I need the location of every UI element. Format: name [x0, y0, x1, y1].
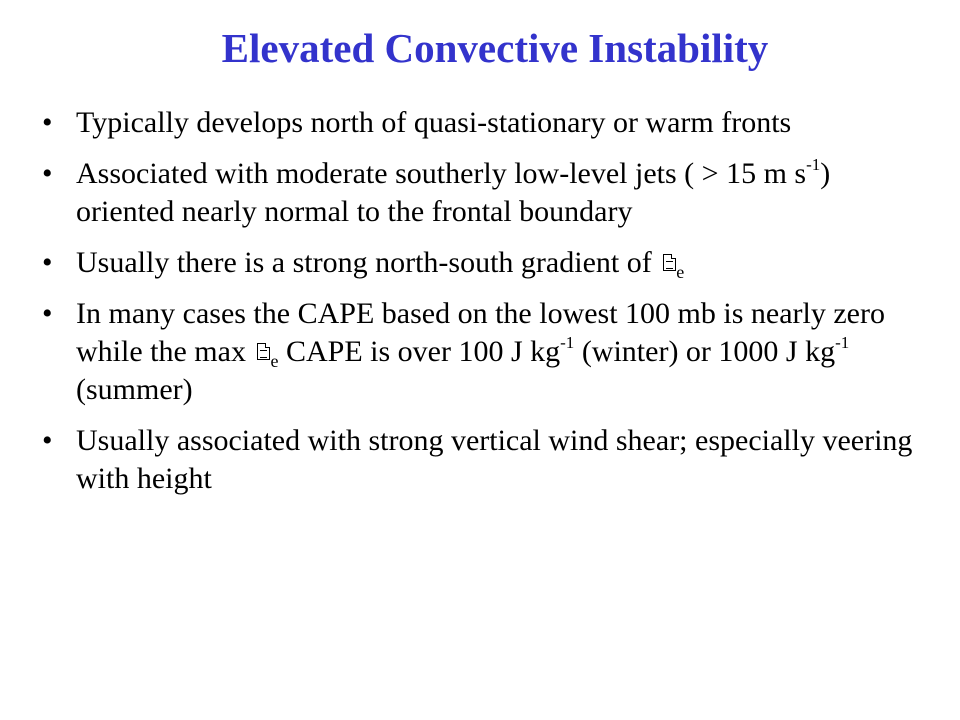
- theta-symbol-icon: [257, 343, 270, 360]
- superscript: -1: [835, 333, 850, 352]
- bullet-marker: •: [42, 424, 53, 457]
- subscript: e: [270, 351, 279, 371]
- superscript: -1: [560, 333, 575, 352]
- bullet-marker: •: [42, 246, 53, 279]
- bullet-text: [76, 424, 912, 495]
- theta-symbol-icon: [663, 254, 676, 271]
- bullet-item: [42, 244, 922, 282]
- subscript: e: [676, 262, 685, 282]
- bullet-text-segment: Associated with moderate southerly low-level jets ( > 15 m s: [76, 157, 807, 190]
- bullet-text: [76, 246, 685, 282]
- bullet-marker: •: [42, 106, 53, 139]
- superscript: -1: [806, 155, 821, 174]
- bullet-text-segment: ) oriented nearly normal to the frontal boundary: [76, 157, 831, 228]
- bullet-text: [76, 157, 830, 228]
- bullet-text-segment: CAPE is over 100 J kg: [278, 335, 561, 368]
- bullet-text-segment: (winter) or 1000 J kg: [574, 335, 836, 368]
- bullet-text-segment: In many cases the CAPE based on the lowest 100 mb is nearly zero while the max: [76, 297, 885, 368]
- bullet-text: [76, 106, 791, 139]
- bullet-marker: •: [42, 297, 53, 330]
- bullet-item: [42, 295, 922, 409]
- bullet-text-segment: Typically develops north of quasi-stationary or warm fronts: [76, 106, 792, 139]
- bullet-marker: •: [42, 157, 53, 190]
- bullet-text-segment: Usually there is a strong north-south gradient of: [76, 246, 660, 279]
- bullet-list: [42, 104, 922, 511]
- bullet-item: [42, 155, 922, 231]
- bullet-text-segment: Usually associated with strong vertical wind shear; especially veering with height: [76, 424, 913, 495]
- bullet-text-segment: (summer): [76, 373, 193, 406]
- bullet-text: [76, 297, 885, 406]
- bullet-item: [42, 422, 922, 498]
- bullet-item: [42, 104, 922, 142]
- slide-title: Elevated Convective Instability: [221, 25, 769, 71]
